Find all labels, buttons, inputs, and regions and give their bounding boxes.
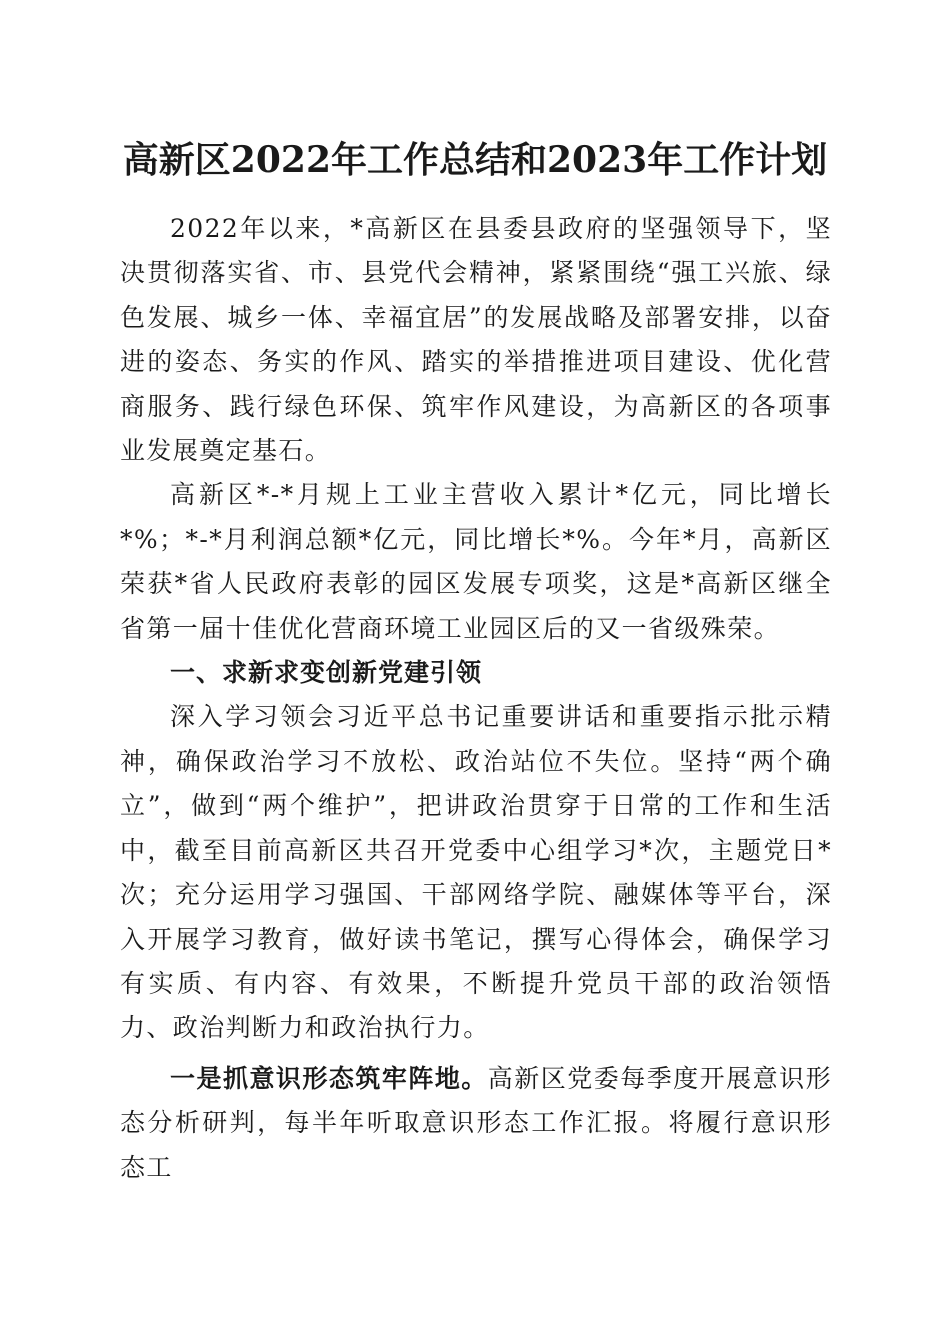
section-heading-party-building: 一、求新求变创新党建引领 <box>170 658 483 688</box>
paragraph-ideology <box>120 1057 832 1190</box>
document-body <box>120 207 832 1190</box>
paragraph-ideology-lead: 一是抓意识形态筑牢阵地。 <box>170 1063 488 1093</box>
document-title: 高新区2022年工作总结和2023年工作计划 <box>122 139 828 181</box>
paragraph-political-study: 深入学习领会习近平总书记重要讲话和重要指示批示精神，确保政治学习不放松、政治站位不失位。坚持“两个确立”，做到“两个维护”，把讲政治贯穿于日常的工作和生活中，截至目前高新区共召开党委中心组学习*次，主题党日*次；充分运用学习强国、干部网络学院、融媒体等平台，深入开展学习教育，做好读书笔记，撰写心得体会，确保学习有实质、有内容、有效果，不断提升党员干部的政治领悟力、政治判断力和政治执行力。 <box>120 702 832 1043</box>
paragraph-intro: 2022年以来，*高新区在县委县政府的坚强领导下，坚决贯彻落实省、市、县党代会精神，紧紧围绕“强工兴旅、绿色发展、城乡一体、幸福宜居”的发展战略及部署安排，以奋进的姿态、务实的作风、踏实的举措推进项目建设、优化营商服务、践行绿色环保、筑牢作风建设，为高新区的各项事业发展奠定基石。 <box>120 214 832 466</box>
paragraph-ideology-text: 高新区党委每季度开展意识形态分析研判，每半年听取意识形态工作汇报。将履行意识形态工 <box>120 1063 832 1182</box>
paragraph-statistics: 高新区*-*月规上工业主营收入累计*亿元，同比增长*%；*-*月利润总额*亿元，同比增长*%。今年*月，高新区荣获*省人民政府表彰的园区发展专项奖，这是*高新区继全省第一届十佳优化营商环境工业园区后的又一省级殊荣。 <box>120 480 832 643</box>
